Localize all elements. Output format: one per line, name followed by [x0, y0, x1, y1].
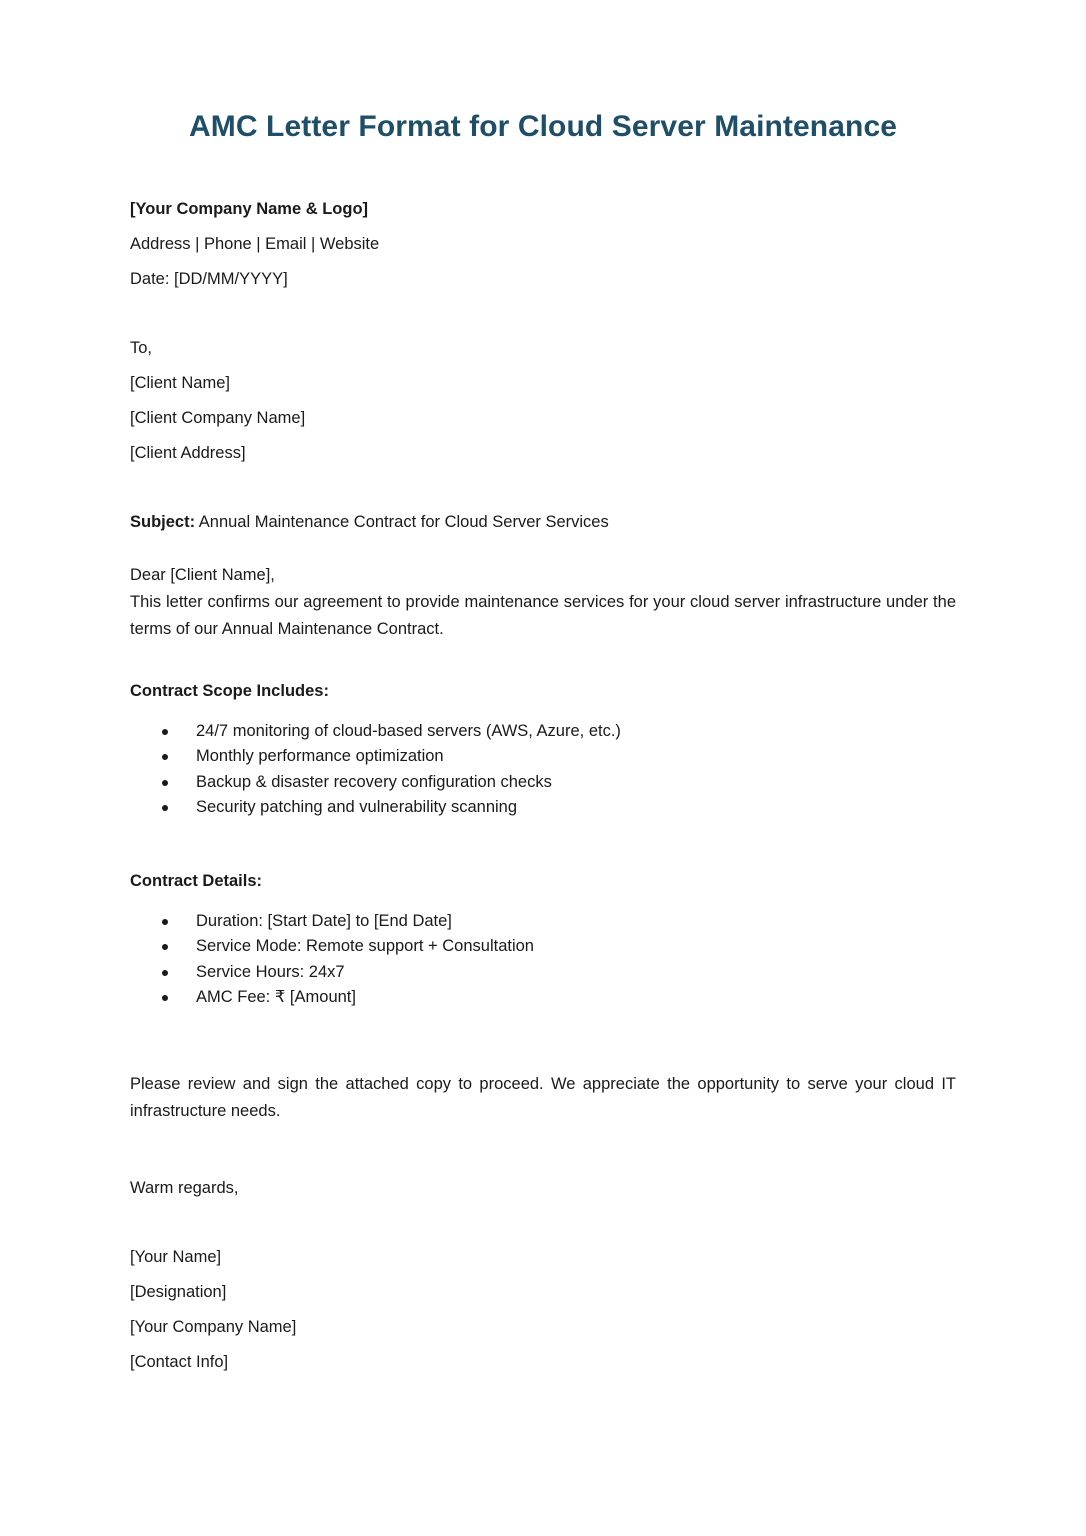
intro-paragraph: This letter confirms our agreement to provide maintenance services for your cloud server infrastructure under the terms of our Annual Maintenance Contract.	[130, 592, 956, 638]
signature-contact: [Contact Info]	[130, 1352, 229, 1371]
salutation-line: Dear [Client Name],	[130, 565, 275, 584]
list-item	[130, 744, 956, 770]
bullet-icon	[162, 934, 169, 960]
details-list	[130, 909, 956, 1011]
closing-paragraph: Please review and sign the attached copy to proceed. We appreciate the opportunity to serve your cloud IT infrastructure needs.	[130, 1074, 956, 1120]
list-item-label: Service Hours: 24x7	[196, 962, 345, 981]
list-item-label: Security patching and vulnerability scanning	[196, 798, 518, 816]
spacer-after-details	[130, 1011, 956, 1057]
spacer-after-subject	[130, 540, 956, 562]
sender-company-line: [Your Company Name & Logo]	[130, 199, 369, 218]
list-item	[130, 934, 956, 960]
bullet-icon	[162, 909, 169, 935]
spacer-after-closing	[130, 1125, 956, 1171]
list-item-label: 24/7 monitoring of cloud-based servers (AWS, Azure, etc.)	[196, 721, 621, 740]
regards-line: Warm regards,	[130, 1178, 239, 1197]
signature-block	[130, 1240, 956, 1380]
intro-block	[130, 562, 956, 643]
subject-line	[130, 505, 956, 540]
sender-contact-line: Address | Phone | Email | Website	[130, 234, 380, 253]
list-item	[130, 719, 956, 745]
recipient-block	[130, 331, 956, 471]
list-item	[130, 960, 956, 986]
list-item-label: AMC Fee: ₹ [Amount]	[196, 988, 356, 1006]
bullet-icon	[162, 744, 169, 770]
bullet-icon	[162, 985, 169, 1011]
list-item	[130, 985, 956, 1011]
spacer-before-closing	[130, 1057, 956, 1071]
list-item-label: Service Mode: Remote support + Consultation	[196, 937, 534, 955]
recipient-to-label: To,	[130, 338, 153, 357]
page-title: AMC Letter Format for Cloud Server Maintenance	[188, 110, 898, 143]
scope-heading: Contract Scope Includes:	[130, 681, 329, 700]
spacer-after-sender	[130, 297, 956, 331]
spacer-after-intro	[130, 643, 956, 677]
sender-block	[130, 192, 956, 297]
spacer-after-regards	[130, 1206, 956, 1240]
details-heading: Contract Details:	[130, 871, 263, 890]
document-content	[130, 0, 956, 1380]
list-item-label: Backup & disaster recovery configuration checks	[196, 772, 552, 791]
list-item-label: Duration: [Start Date] to [End Date]	[196, 911, 452, 930]
signature-name: [Your Name]	[130, 1247, 222, 1266]
scope-list	[130, 719, 956, 821]
list-item	[130, 770, 956, 796]
subject-label: Subject:	[130, 512, 196, 531]
spacer-after-recipient	[130, 471, 956, 505]
bullet-icon	[162, 960, 169, 986]
recipient-client-address: [Client Address]	[130, 443, 246, 462]
list-item	[130, 909, 956, 935]
bullet-icon	[162, 719, 169, 745]
subject-text: Annual Maintenance Contract for Cloud Server Services	[195, 512, 609, 531]
bullet-icon	[162, 770, 169, 796]
signature-designation: [Designation]	[130, 1282, 227, 1301]
list-item-label: Monthly performance optimization	[196, 747, 444, 765]
sender-date-line: Date: [DD/MM/YYYY]	[130, 269, 288, 288]
recipient-client-company: [Client Company Name]	[130, 408, 306, 427]
signature-company: [Your Company Name]	[130, 1317, 297, 1336]
list-item	[130, 795, 956, 821]
spacer-after-scope	[130, 821, 956, 867]
spacer-after-title	[130, 146, 956, 192]
recipient-client-name: [Client Name]	[130, 373, 230, 392]
bullet-icon	[162, 795, 169, 821]
spacer-scope-heading	[130, 705, 956, 719]
spacer-details-heading	[130, 895, 956, 909]
